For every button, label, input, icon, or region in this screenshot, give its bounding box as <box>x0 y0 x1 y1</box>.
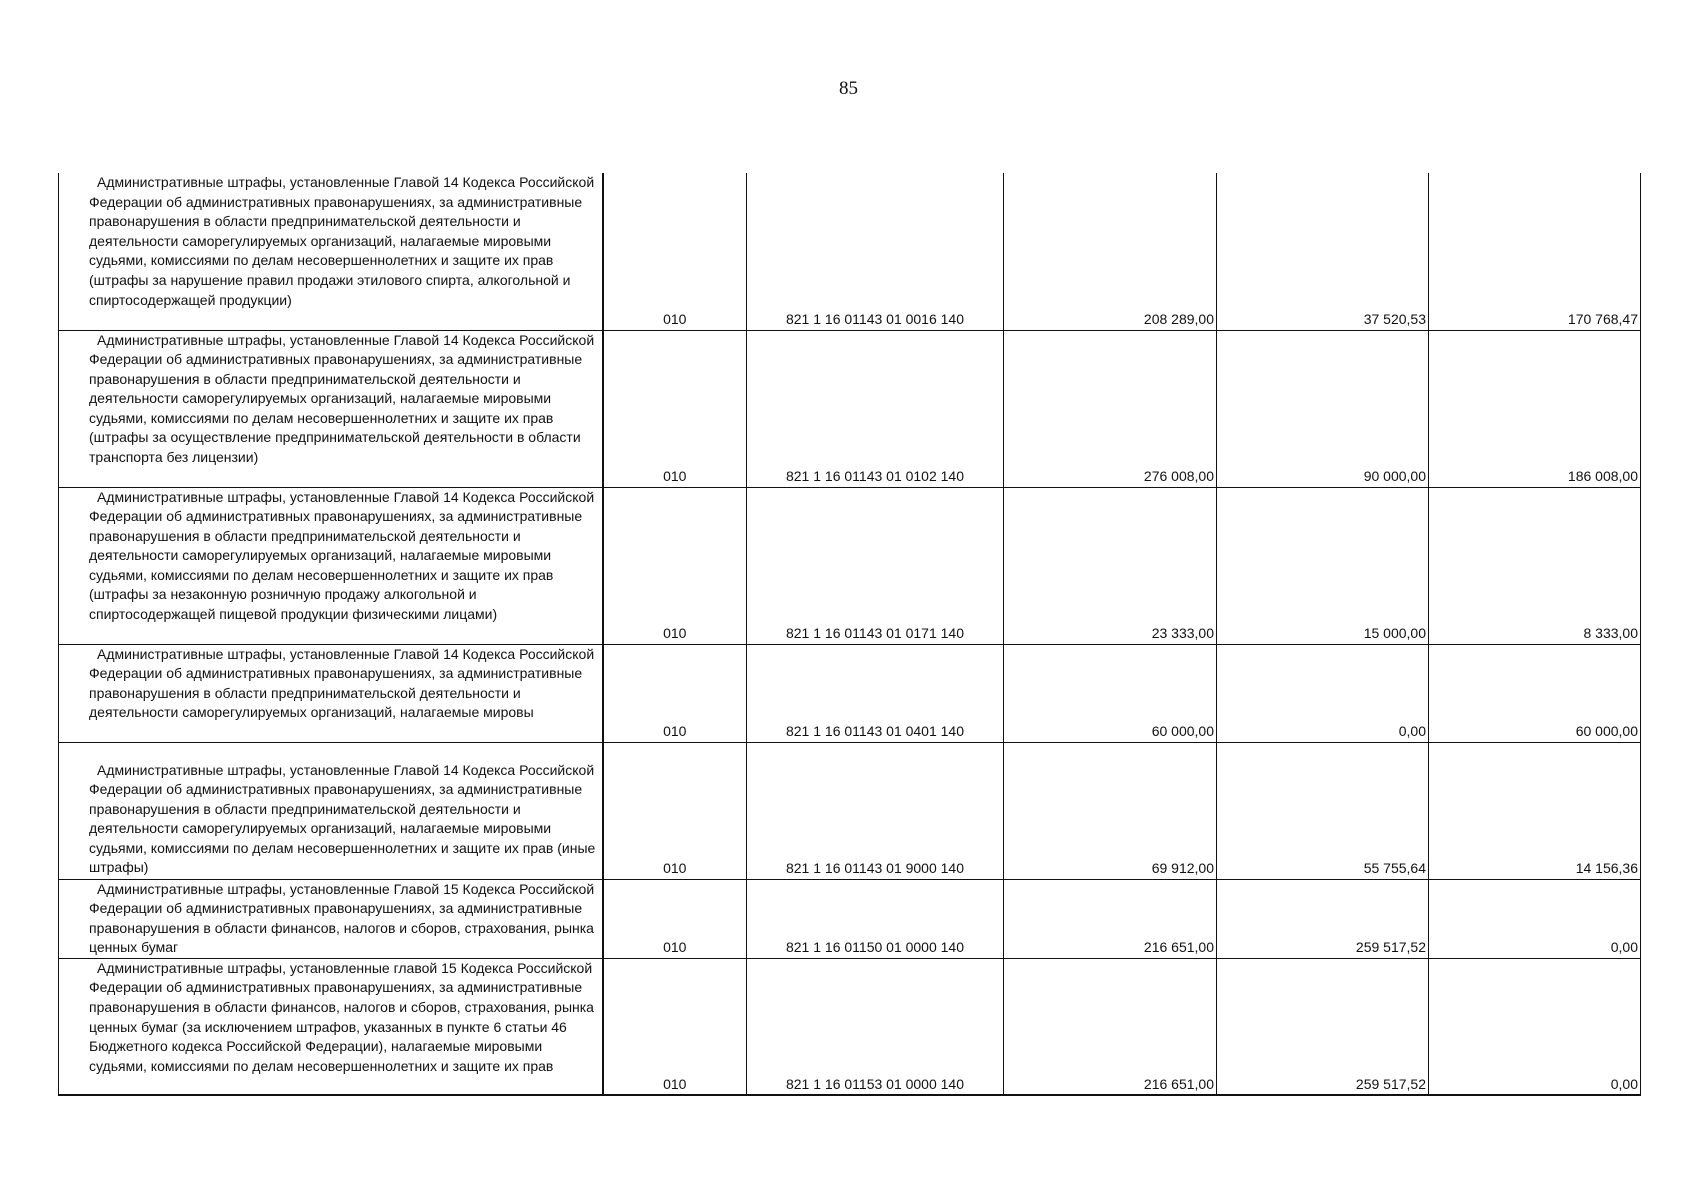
table-row <box>59 742 1641 879</box>
approved-amount: 69 912,00 <box>1004 742 1217 879</box>
income-name: Административные штрафы, установленные Главой 14 Кодекса Российской Федерации об административных правонарушениях, за административные правонарушения в области предпринимательской деятельности и деятельности саморегулируемых организаций, налагаемые мировыми судьями, комиссиями по делам несовершеннолетних и защите их прав (штрафы за нарушение правил продажи этилового спирта, алкогольной и спиртосодержащей продукции) <box>59 173 603 330</box>
unexecuted-amount: 186 008,00 <box>1429 330 1641 487</box>
table-row <box>59 879 1641 958</box>
executed-amount: 259 517,52 <box>1217 958 1429 1095</box>
executed-amount: 259 517,52 <box>1217 879 1429 958</box>
approved-amount: 23 333,00 <box>1004 487 1217 644</box>
table-row <box>59 330 1641 487</box>
line-code: 010 <box>603 644 747 742</box>
unexecuted-amount: 60 000,00 <box>1429 644 1641 742</box>
executed-amount: 15 000,00 <box>1217 487 1429 644</box>
line-code: 010 <box>603 958 747 1095</box>
income-name: Административные штрафы, установленные Главой 14 Кодекса Российской Федерации об административных правонарушениях, за административные правонарушения в области предпринимательской деятельности и деятельности саморегулируемых организаций, налагаемые мировы <box>59 644 603 742</box>
unexecuted-amount: 0,00 <box>1429 958 1641 1095</box>
income-name: Административные штрафы, установленные Главой 15 Кодекса Российской Федерации об административных правонарушениях, за административные правонарушения в области финансов, налогов и сборов, страхования, рынка ценных бумаг <box>59 879 603 958</box>
executed-amount: 90 000,00 <box>1217 330 1429 487</box>
executed-amount: 37 520,53 <box>1217 173 1429 330</box>
executed-amount: 55 755,64 <box>1217 742 1429 879</box>
executed-amount: 0,00 <box>1217 644 1429 742</box>
unexecuted-amount: 8 333,00 <box>1429 487 1641 644</box>
table-row <box>59 644 1641 742</box>
income-name: Административные штрафы, установленные главой 15 Кодекса Российской Федерации об административных правонарушениях, за административные правонарушения в области финансов, налогов и сборов, страхования, рынка ценных бумаг (за исключением штрафов, указанных в пункте 6 статьи 46 Бюджетного кодекса Российской Федерации), налагаемые мировыми судьями, комиссиями по делам несовершеннолетних и защите их прав <box>59 958 603 1095</box>
income-name: Административные штрафы, установленные Главой 14 Кодекса Российской Федерации об административных правонарушениях, за административные правонарушения в области предпринимательской деятельности и деятельности саморегулируемых организаций, налагаемые мировыми судьями, комиссиями по делам несовершеннолетних и защите их прав (иные штрафы) <box>59 742 603 879</box>
budget-classification-code: 821 1 16 01143 01 0401 140 <box>747 644 1004 742</box>
budget-classification-code: 821 1 16 01150 01 0000 140 <box>747 879 1004 958</box>
line-code: 010 <box>603 487 747 644</box>
unexecuted-amount: 14 156,36 <box>1429 742 1641 879</box>
approved-amount: 216 651,00 <box>1004 958 1217 1095</box>
line-code: 010 <box>603 173 747 330</box>
budget-classification-code: 821 1 16 01143 01 0102 140 <box>747 330 1004 487</box>
revenue-table <box>58 173 1641 1096</box>
income-name: Административные штрафы, установленные Главой 14 Кодекса Российской Федерации об административных правонарушениях, за административные правонарушения в области предпринимательской деятельности и деятельности саморегулируемых организаций, налагаемые мировыми судьями, комиссиями по делам несовершеннолетних и защите их прав (штрафы за незаконную розничную продажу алкогольной и спиртосодержащей пищевой продукции физическими лицами) <box>59 487 603 644</box>
approved-amount: 276 008,00 <box>1004 330 1217 487</box>
budget-classification-code: 821 1 16 01153 01 0000 140 <box>747 958 1004 1095</box>
budget-classification-code: 821 1 16 01143 01 9000 140 <box>747 742 1004 879</box>
budget-classification-code: 821 1 16 01143 01 0016 140 <box>747 173 1004 330</box>
approved-amount: 60 000,00 <box>1004 644 1217 742</box>
line-code: 010 <box>603 742 747 879</box>
table-row <box>59 487 1641 644</box>
table-row <box>59 173 1641 330</box>
table-row <box>59 958 1641 1095</box>
approved-amount: 216 651,00 <box>1004 879 1217 958</box>
income-name: Административные штрафы, установленные Главой 14 Кодекса Российской Федерации об административных правонарушениях, за административные правонарушения в области предпринимательской деятельности и деятельности саморегулируемых организаций, налагаемые мировыми судьями, комиссиями по делам несовершеннолетних и защите их прав (штрафы за осуществление предпринимательской деятельности в области транспорта без лицензии) <box>59 330 603 487</box>
line-code: 010 <box>603 330 747 487</box>
approved-amount: 208 289,00 <box>1004 173 1217 330</box>
unexecuted-amount: 170 768,47 <box>1429 173 1641 330</box>
page-number: 85 <box>839 78 858 99</box>
budget-classification-code: 821 1 16 01143 01 0171 140 <box>747 487 1004 644</box>
line-code: 010 <box>603 879 747 958</box>
unexecuted-amount: 0,00 <box>1429 879 1641 958</box>
